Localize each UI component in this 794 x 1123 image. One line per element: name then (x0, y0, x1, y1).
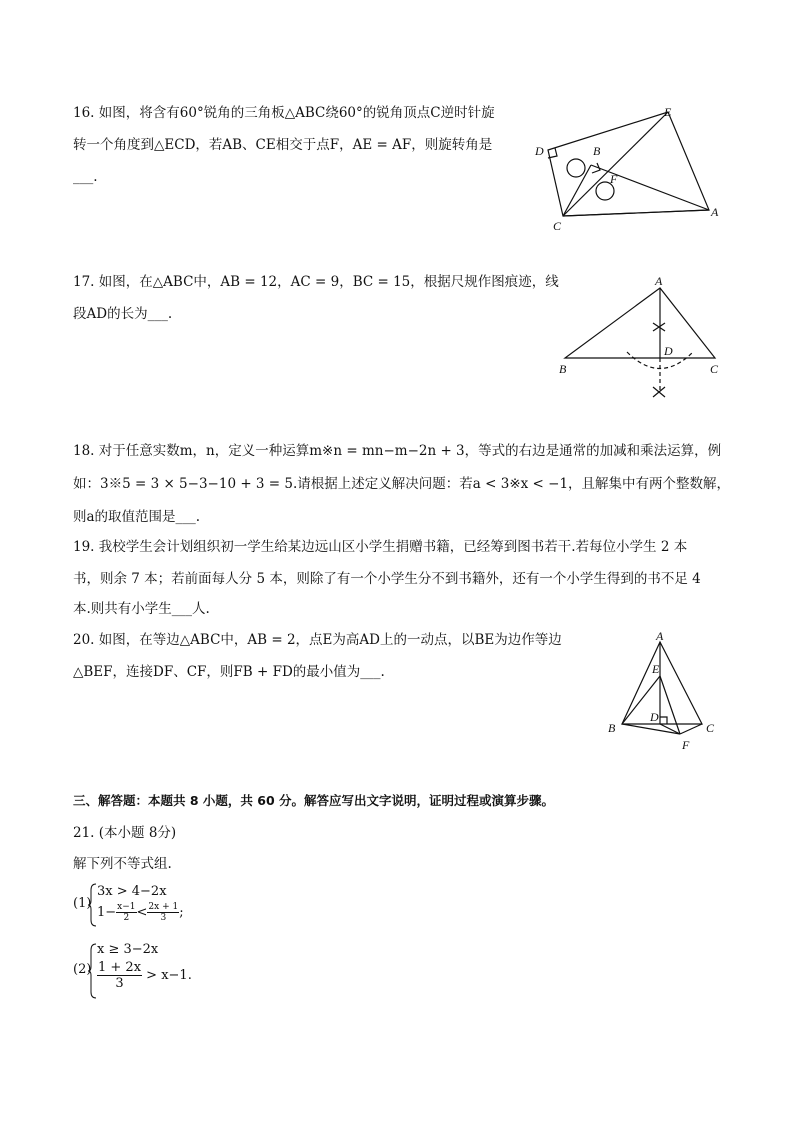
q17-triangle (565, 288, 715, 358)
q21-header: 21. (本小题 8分) (73, 825, 177, 841)
q17-label-d: D (664, 344, 673, 358)
q17-label-c: C (710, 362, 719, 376)
q17-line2: 段AD的长为___. (73, 306, 173, 322)
q18-line3: 则a的取值范围是___. (73, 509, 201, 525)
q16-line1: 16. 如图，将含有60°锐角的三角板△ABC绕60°的锐角顶点C逆时针旋 (73, 105, 495, 121)
q19-line3: 本.则共有小学生___人. (73, 601, 210, 617)
q21-part1-line2-prefix: 1− (97, 905, 117, 920)
q19-line1: 19. 我校学生会计划组织初一学生给某边远山区小学生捐赠书籍，已经筹到图书若干.若每位小学生 2 本 (73, 539, 688, 555)
q17-label-a: A (655, 274, 663, 288)
q20-label-a: A (656, 629, 664, 643)
q21-part2-label: (2) (73, 962, 92, 977)
q21-part1-line2 (97, 902, 184, 923)
q21-part2-fraction-num: 1 + 2x (98, 960, 142, 975)
q21-part2-line1: x ≥ 3−2x (97, 942, 159, 957)
q21-part1-fraction1-den: 2 (123, 913, 130, 923)
q17-line1: 17. 如图，在△ABC中，AB = 12，AC = 9，BC = 15，根据尺规作图痕迹，线 (73, 274, 559, 290)
q20-line2: △BEF，连接DF、CF，则FB + FD的最小值为___. (73, 664, 385, 680)
q16-segment-ce (563, 112, 668, 216)
q16-figure (525, 100, 735, 235)
q20-label-f: F (682, 738, 690, 752)
q16-label-b: B (593, 144, 601, 158)
q16-line2: 转一个角度到△ECD，若AB、CE相交于点F，AE = AF，则旋转角是 (73, 137, 493, 153)
q21-part1-lt: < (136, 905, 148, 920)
q16-segment-ca (563, 210, 709, 216)
q21-part1-fraction1-num: x−1 (117, 902, 136, 912)
q21-part1-fraction2-den: 3 (160, 913, 167, 923)
q21-part2-fraction-den: 3 (115, 976, 124, 991)
q20-label-d: D (650, 710, 659, 724)
q17-label-b: B (559, 362, 567, 376)
q21-part1-label: (1) (73, 896, 92, 911)
q16-label-f: F (610, 172, 618, 186)
q16-segment-ba (591, 165, 709, 210)
q20-right-angle-d (660, 717, 667, 724)
q21-part1-fraction2 (147, 902, 179, 923)
q21-part1-end: ; (179, 905, 184, 920)
q21-part2-tail: > x−1. (146, 968, 192, 983)
q20-label-c: C (706, 721, 715, 735)
q21-part1-line1: 3x > 4−2x (97, 884, 167, 899)
q18-line1: 18. 对于任意实数m，n，定义一种运算m※n = mn−m−2n + 3，等式的右边是通常的加减和乘法运算，例 (73, 443, 722, 459)
q16-right-angle-b (592, 163, 600, 173)
q16-circle-left (567, 159, 585, 177)
q21-part1-fraction1 (116, 902, 136, 923)
q21-part1-fraction2-num: 2x + 1 (148, 902, 179, 912)
q19-line2: 书，则余 7 本；若前面每人分 5 本，则除了有一个小学生分不到书籍外，还有一个小学生得到的书不足 4 (73, 571, 701, 587)
q21-instruction: 解下列不等式组. (73, 856, 172, 872)
q16-label-e: E (664, 105, 672, 119)
q17-figure (555, 270, 730, 410)
q21-part2-line2 (97, 960, 192, 991)
q16-label-a: A (711, 205, 719, 219)
q20-figure (600, 628, 730, 758)
q18-line2: 如：3※5 = 3 × 5−3−10 + 3 = 5.请根据上述定义解决问题：若a < 3※x < −1，且解集中有两个整数解， (73, 476, 731, 492)
q16-label-c: C (553, 219, 562, 233)
q20-label-e: E (652, 662, 660, 676)
q20-label-b: B (608, 721, 616, 735)
q16-line3: ___. (73, 169, 98, 185)
section3-title: 三、解答题：本题共 8 小题，共 60 分。解答应写出文字说明，证明过程或演算步骤。 (73, 793, 555, 808)
q20-line1: 20. 如图，在等边△ABC中，AB = 2，点E为高AD上的一动点，以BE为边作等边 (73, 632, 562, 648)
q16-label-d: D (535, 144, 544, 158)
q20-segment-cf (680, 724, 702, 734)
q21-part2-fraction (97, 960, 142, 991)
q16-segment-cb (563, 165, 591, 216)
